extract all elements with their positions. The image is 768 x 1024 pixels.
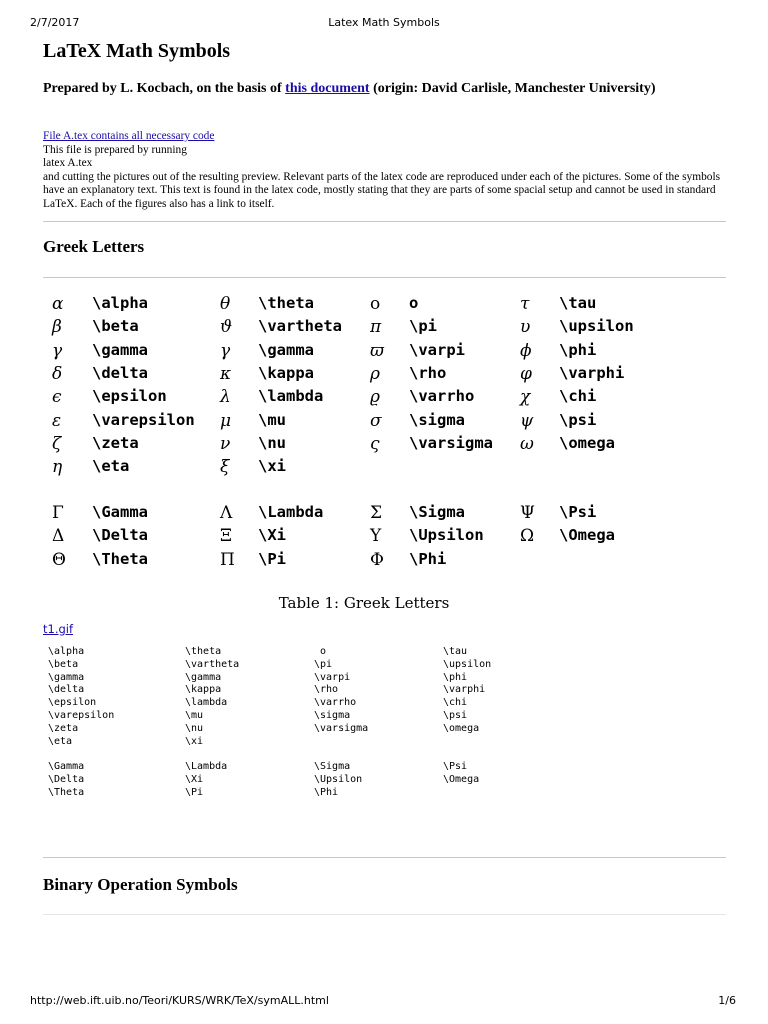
symbol-command: \Omega	[559, 526, 615, 545]
code-cell: \Theta	[48, 786, 85, 798]
symbol-command: \kappa	[258, 363, 314, 382]
symbol-glyph: φ	[520, 363, 532, 384]
code-cell: \varpi	[314, 671, 351, 683]
symbol-glyph: γ	[52, 340, 63, 361]
divider	[43, 914, 726, 915]
code-cell: \Omega	[443, 773, 480, 785]
prepared-after: (origin: David Carlisle, Manchester University)	[373, 81, 656, 96]
symbol-glyph: σ	[370, 410, 382, 431]
code-spacer	[48, 748, 688, 761]
section-binary-operation-symbols: Binary Operation Symbols	[43, 875, 238, 894]
code-row	[48, 736, 688, 749]
symbol-command: \xi	[258, 457, 286, 476]
symbol-glyph: ϑ	[220, 317, 233, 338]
code-row	[48, 684, 688, 697]
symbol-command: \theta	[258, 294, 314, 312]
code-row	[48, 659, 688, 672]
symbol-glyph: Π	[220, 549, 235, 570]
symbol-row	[44, 387, 684, 409]
symbol-row	[44, 341, 684, 363]
code-row	[48, 723, 688, 736]
section-greek-letters: Greek Letters	[43, 237, 145, 256]
symbol-command: \sigma	[409, 410, 465, 429]
code-cell: \pi	[314, 658, 333, 670]
symbol-glyph: χ	[520, 387, 531, 408]
symbol-row	[44, 457, 684, 479]
code-cell: \Gamma	[48, 761, 85, 773]
symbol-glyph: ψ	[520, 410, 534, 431]
symbol-row	[44, 550, 684, 572]
code-cell: \varepsilon	[48, 709, 115, 721]
code-row	[48, 761, 688, 774]
code-cell: \lambda	[185, 697, 228, 709]
symbol-row	[44, 526, 684, 548]
code-cell: \beta	[48, 658, 79, 670]
intro-line-3: and cutting the pictures out of the resulting preview. Relevant parts of the latex code are reproduced under each of the pictures. Some of the symbols have an explanatory text. This text is found in the latex code, mostly stating that they are parts of some spacial setup and cannot be used in standard LaTeX. Each of the figures also has a link to itself.	[43, 170, 721, 210]
divider	[43, 857, 726, 858]
symbol-command: \zeta	[92, 433, 139, 452]
code-cell: \tau	[443, 646, 468, 657]
divider	[43, 221, 726, 222]
code-file-link[interactable]: File A.tex contains all necessary code	[43, 130, 215, 142]
symbol-command: \upsilon	[559, 317, 634, 336]
symbol-command: \eta	[92, 457, 130, 476]
code-cell: \Upsilon	[314, 773, 363, 785]
symbol-command: o	[409, 294, 419, 312]
symbol-command: \vartheta	[258, 317, 342, 336]
symbol-glyph: υ	[520, 317, 531, 338]
code-cell: \gamma	[185, 671, 222, 683]
symbol-command: \Pi	[258, 549, 286, 568]
code-cell: \xi	[185, 735, 204, 747]
prepared-by	[43, 80, 683, 97]
code-cell: \rho	[314, 684, 339, 696]
symbol-glyph: Ω	[520, 526, 535, 547]
symbol-command: \Delta	[92, 526, 148, 545]
symbol-glyph: Λ	[220, 503, 233, 523]
symbol-command: \varpi	[409, 340, 465, 359]
print-title: Latex Math Symbols	[328, 16, 440, 29]
code-cell: \gamma	[48, 671, 85, 683]
symbol-command: \Theta	[92, 549, 148, 568]
print-url: http://web.ift.uib.no/Teori/KURS/WRK/TeX/symALL.html	[30, 994, 329, 1007]
symbol-glyph: Δ	[52, 526, 65, 547]
symbol-command: \alpha	[92, 294, 148, 312]
symbol-command: \Psi	[559, 503, 597, 521]
code-row	[48, 697, 688, 710]
code-cell: \upsilon	[443, 658, 492, 670]
code-cell: \varphi	[443, 684, 486, 696]
code-row	[48, 672, 688, 685]
symbol-glyph: ξ	[220, 457, 230, 478]
symbol-command: \tau	[559, 294, 597, 312]
t1-gif-link[interactable]: t1.gif	[43, 622, 74, 636]
code-cell: \Xi	[185, 773, 204, 785]
symbol-command: \pi	[409, 317, 437, 336]
symbol-command: \Lambda	[258, 503, 324, 521]
symbol-glyph: θ	[220, 294, 231, 314]
symbol-command: \gamma	[92, 340, 148, 359]
code-cell: \Lambda	[185, 761, 228, 773]
symbol-command: \Xi	[258, 526, 286, 545]
code-cell: \alpha	[48, 646, 85, 657]
code-cell: \theta	[185, 646, 222, 657]
code-cell: \varsigma	[314, 722, 369, 734]
code-cell: \sigma	[314, 709, 351, 721]
symbol-glyph: κ	[220, 363, 232, 384]
symbol-command: \varrho	[409, 387, 475, 406]
divider	[43, 277, 726, 278]
source-document-link[interactable]: this document	[285, 81, 370, 96]
symbol-command: \gamma	[258, 340, 314, 359]
symbol-command: \Sigma	[409, 503, 465, 521]
intro-text	[43, 130, 733, 212]
symbol-row	[44, 411, 684, 433]
code-cell: \eta	[48, 735, 73, 747]
symbol-command: \beta	[92, 317, 139, 336]
symbol-command: \varepsilon	[92, 410, 195, 429]
symbol-glyph: ν	[220, 433, 231, 454]
symbol-row	[44, 317, 684, 339]
symbol-command: \varphi	[559, 363, 625, 382]
symbol-glyph: λ	[220, 387, 231, 408]
symbol-glyph: Φ	[370, 549, 384, 570]
code-row	[48, 646, 688, 659]
intro-line-1: This file is prepared by running	[43, 143, 187, 156]
symbol-glyph: β	[52, 317, 62, 338]
symbol-command: \lambda	[258, 387, 324, 406]
code-cell: \chi	[443, 697, 468, 709]
symbol-command: \Gamma	[92, 503, 148, 521]
code-row	[48, 710, 688, 723]
code-cell: \Delta	[48, 773, 85, 785]
symbol-command: \mu	[258, 410, 286, 429]
latex-code-block	[48, 646, 688, 800]
symbol-glyph: ϱ	[370, 387, 380, 408]
code-cell: \psi	[443, 709, 468, 721]
code-cell: \omega	[443, 722, 480, 734]
symbol-row	[44, 294, 684, 316]
table-caption: Table 1: Greek Letters	[278, 594, 450, 612]
code-cell: \phi	[443, 671, 468, 683]
symbol-glyph: δ	[52, 363, 63, 384]
code-cell: \nu	[185, 722, 204, 734]
symbol-command: \chi	[559, 387, 597, 406]
symbol-glyph: ζ	[52, 433, 62, 454]
code-cell: \epsilon	[48, 697, 97, 709]
page-title: LaTeX Math Symbols	[43, 40, 231, 62]
symbol-glyph: μ	[220, 410, 232, 431]
symbol-glyph: η	[52, 457, 63, 478]
symbol-glyph: Θ	[52, 549, 66, 570]
symbol-command: \Phi	[409, 549, 447, 568]
symbol-command: \delta	[92, 363, 148, 382]
code-cell: \mu	[185, 709, 204, 721]
symbol-command: \Upsilon	[409, 526, 484, 545]
symbol-glyph: π	[370, 317, 382, 338]
symbol-glyph: Γ	[52, 503, 64, 523]
symbol-command: \nu	[258, 433, 286, 452]
code-row	[48, 774, 688, 787]
symbol-glyph: Ξ	[220, 526, 232, 547]
symbol-glyph: ρ	[370, 363, 380, 384]
code-cell: \vartheta	[185, 658, 240, 670]
intro-line-2: latex A.tex	[43, 157, 93, 170]
code-cell: \Phi	[314, 786, 339, 798]
symbol-command: \epsilon	[92, 387, 167, 406]
symbol-glyph: τ	[520, 294, 530, 314]
symbol-row	[44, 503, 684, 525]
prepared-before: Prepared by L. Kocbach, on the basis of	[43, 81, 286, 96]
symbol-command: \psi	[559, 410, 597, 429]
symbol-glyph: α	[52, 294, 64, 314]
symbol-glyph: ϵ	[52, 387, 62, 408]
symbol-glyph: ε	[52, 410, 62, 431]
symbol-glyph: ς	[370, 433, 380, 454]
symbol-command: \phi	[559, 340, 597, 359]
symbol-glyph: ϕ	[520, 340, 532, 361]
symbol-command: \varsigma	[409, 433, 493, 452]
symbol-command: \rho	[409, 363, 447, 382]
code-cell: \varrho	[314, 697, 357, 709]
symbol-glyph: Υ	[370, 526, 382, 547]
symbol-glyph: γ	[220, 340, 231, 361]
code-cell: \delta	[48, 684, 85, 696]
symbol-command: \omega	[559, 433, 615, 452]
symbol-glyph: ϖ	[370, 340, 384, 361]
code-cell: \kappa	[185, 684, 222, 696]
symbol-glyph: Ψ	[520, 503, 535, 523]
greek-symbols-table	[44, 292, 684, 616]
code-cell: \Sigma	[314, 761, 351, 773]
code-row	[48, 787, 688, 800]
symbol-glyph: o	[370, 294, 381, 314]
symbol-row	[44, 434, 684, 456]
code-cell: o	[314, 646, 327, 657]
symbol-glyph: ω	[520, 433, 534, 454]
code-cell: \Pi	[185, 786, 204, 798]
symbol-glyph: Σ	[370, 503, 383, 523]
symbol-row	[44, 364, 684, 386]
print-page-number: 1/6	[718, 994, 736, 1007]
code-cell: \Psi	[443, 761, 468, 773]
print-date: 2/7/2017	[30, 16, 80, 29]
code-cell: \zeta	[48, 722, 79, 734]
